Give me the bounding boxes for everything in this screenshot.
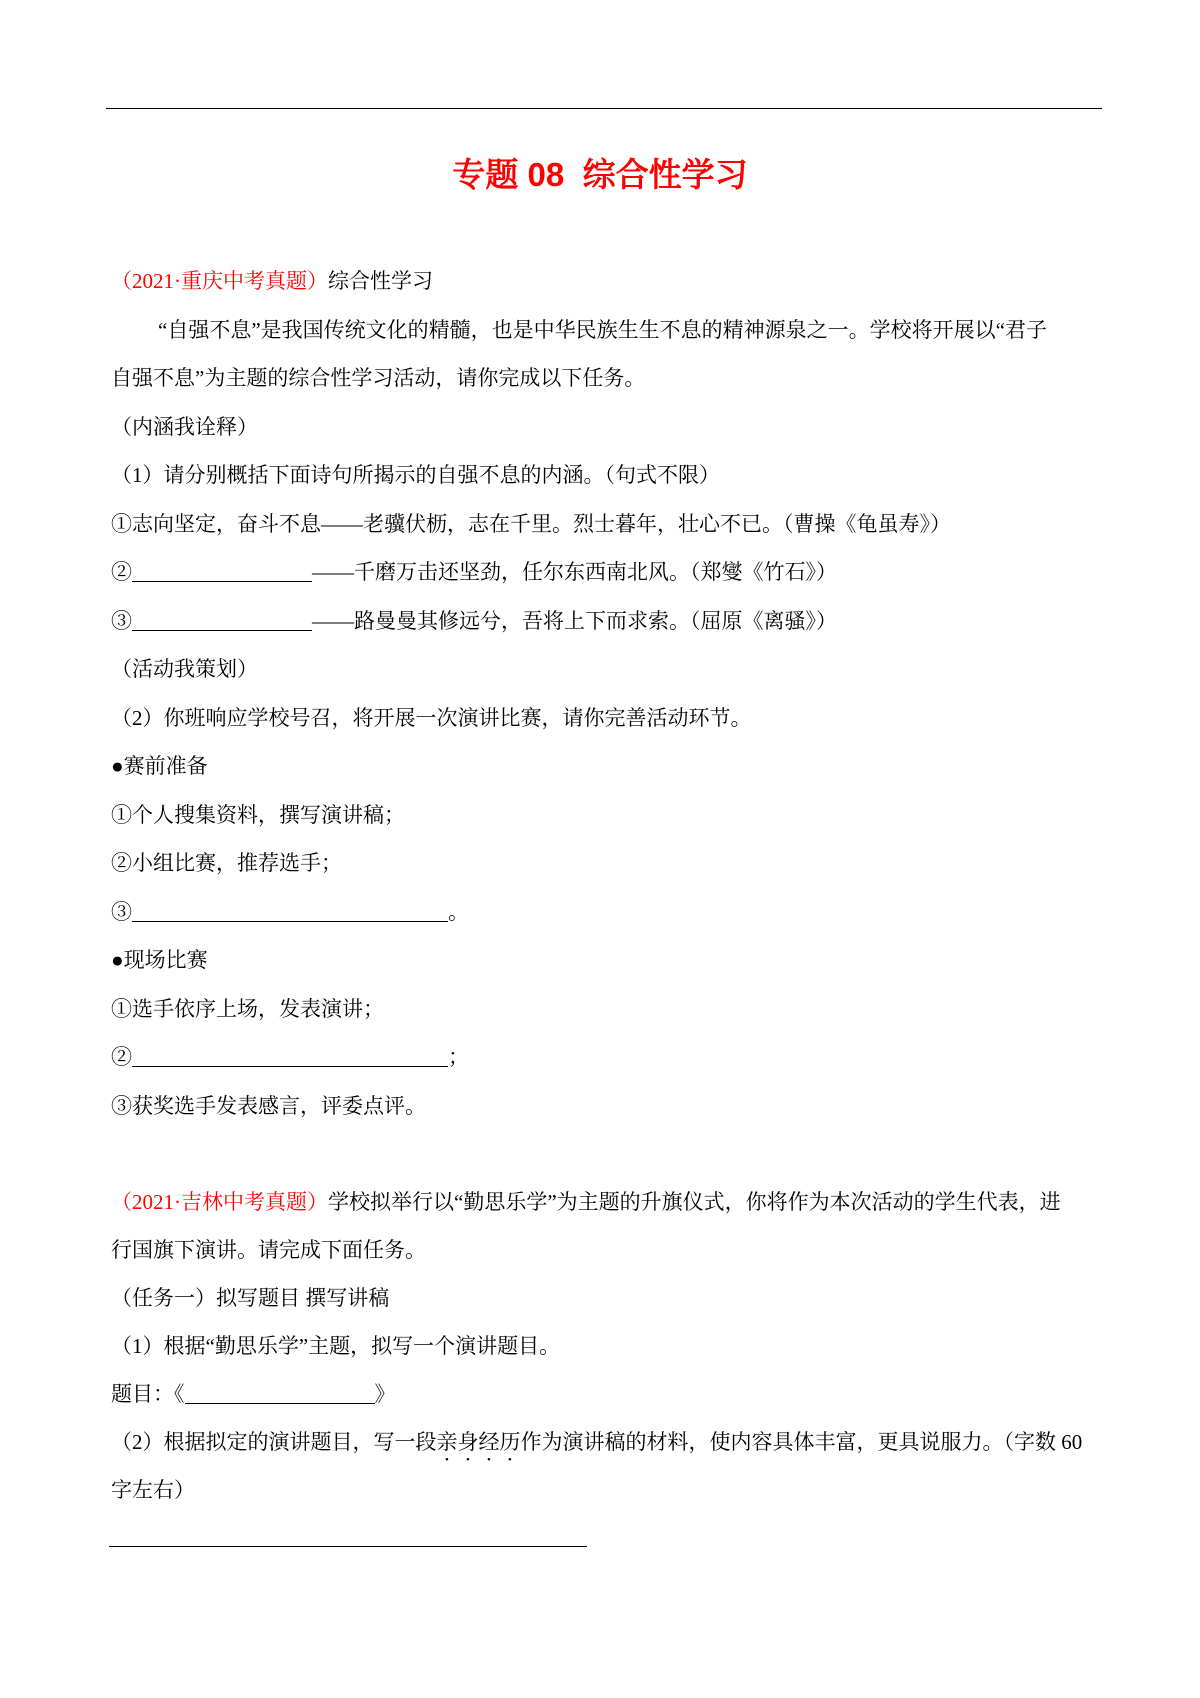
q2-intro-text: 学校拟举行以“勤思乐学”为主题的升旗仪式，你将作为本次活动的学生代表，进 [328, 1190, 1061, 1214]
q2-task2-emphasis: 亲身经历 [436, 1430, 521, 1454]
question-2 [111, 1178, 1111, 1514]
q1-contest-item-2-answer-blank [132, 1065, 448, 1067]
q1-poem-3-answer-blank [132, 629, 312, 631]
q1-poem-2-text: ——千磨万击还坚劲，任尔东西南北风。（郑燮《竹石》） [312, 560, 837, 584]
q1-part2-heading: （活动我策划） [111, 657, 258, 681]
q2-answer-line [109, 1546, 587, 1547]
q2-task2-text-before: （2）根据拟定的演讲题目，写一段 [111, 1430, 437, 1454]
q1-contest-item-2 [111, 1033, 1111, 1082]
q1-poem-3-text: ——路曼曼其修远兮，吾将上下而求索。（屈原《离骚》） [312, 608, 837, 633]
q1-poem-1: ①志向坚定，奋斗不息——老骥伏枥，志在千里。烈士暮年，壮心不已。（曹操《龟虽寿》） [111, 511, 951, 536]
q2-task2-line-1 [111, 1418, 1111, 1466]
q1-prep-item-3-number: ③ [111, 899, 132, 924]
q1-prep-item-3-end: 。 [448, 899, 469, 924]
header-rule [106, 108, 1102, 109]
q1-contest-item-2-end: ； [448, 1045, 469, 1069]
q1-prep-item-3-answer-blank [132, 920, 448, 922]
q1-prep-heading: ●赛前准备 [111, 754, 208, 778]
q2-task-heading: （任务一）拟写题目 撰写讲稿 [111, 1286, 390, 1310]
q1-poem-2-number: ② [111, 560, 132, 584]
q1-poem-2-answer-blank [132, 580, 312, 582]
q2-topic-label: 题目：《 [111, 1382, 185, 1406]
q1-poem-3 [111, 597, 1111, 646]
q2-topic-line [111, 1370, 1111, 1418]
q2-topic-close: 》 [374, 1382, 396, 1406]
q1-contest-heading: ●现场比赛 [111, 948, 208, 972]
q2-topic-answer-blank [185, 1402, 375, 1404]
q2-header-line [111, 1178, 1111, 1226]
page-title: 专题 08 综合性学习 [452, 156, 748, 193]
q1-part1-heading: （内涵我诠释） [111, 414, 258, 439]
q2-source-label: （2021·吉林中考真题） [111, 1190, 328, 1214]
q1-task2: （2）你班响应学校号召，将开展一次演讲比赛，请你完善活动环节。 [111, 705, 752, 730]
q1-prep-item-3 [111, 888, 1111, 937]
q2-intro-line-2: 行国旗下演讲。请完成下面任务。 [111, 1238, 426, 1262]
q1-poem-3-number: ③ [111, 608, 132, 633]
q2-task2-text-after: 作为演讲稿的材料，使内容具体丰富，更具说服力。（字数 60 [520, 1430, 1083, 1454]
q1-header-line [111, 257, 1111, 306]
question-1 [111, 257, 1111, 1130]
q1-poem-2 [111, 548, 1111, 597]
q1-heading: 综合性学习 [328, 269, 433, 293]
q1-prep-item-2: ②小组比赛，推荐选手； [111, 851, 342, 875]
q1-intro-line-2: 自强不息”为主题的综合性学习活动，请你完成以下任务。 [111, 366, 646, 390]
q1-task1: （1）请分别概括下面诗句所揭示的自强不息的内涵。（句式不限） [111, 463, 720, 487]
q1-prep-item-1: ①个人搜集资料，撰写演讲稿； [111, 802, 405, 827]
q2-task2-line-2: 字左右） [111, 1478, 195, 1502]
q2-task1: （1）根据“勤思乐学”主题，拟写一个演讲题目。 [111, 1334, 561, 1358]
q1-intro-line-1: “自强不息”是我国传统文化的精髓，也是中华民族生生不息的精神源泉之一。学校将开展以“君子 [158, 317, 1047, 342]
q1-contest-item-2-number: ② [111, 1045, 132, 1069]
q1-contest-item-3: ③获奖选手发表感言，评委点评。 [111, 1093, 426, 1118]
q1-contest-item-1: ①选手依序上场，发表演讲； [111, 996, 384, 1021]
q1-source-label: （2021·重庆中考真题） [111, 269, 328, 293]
